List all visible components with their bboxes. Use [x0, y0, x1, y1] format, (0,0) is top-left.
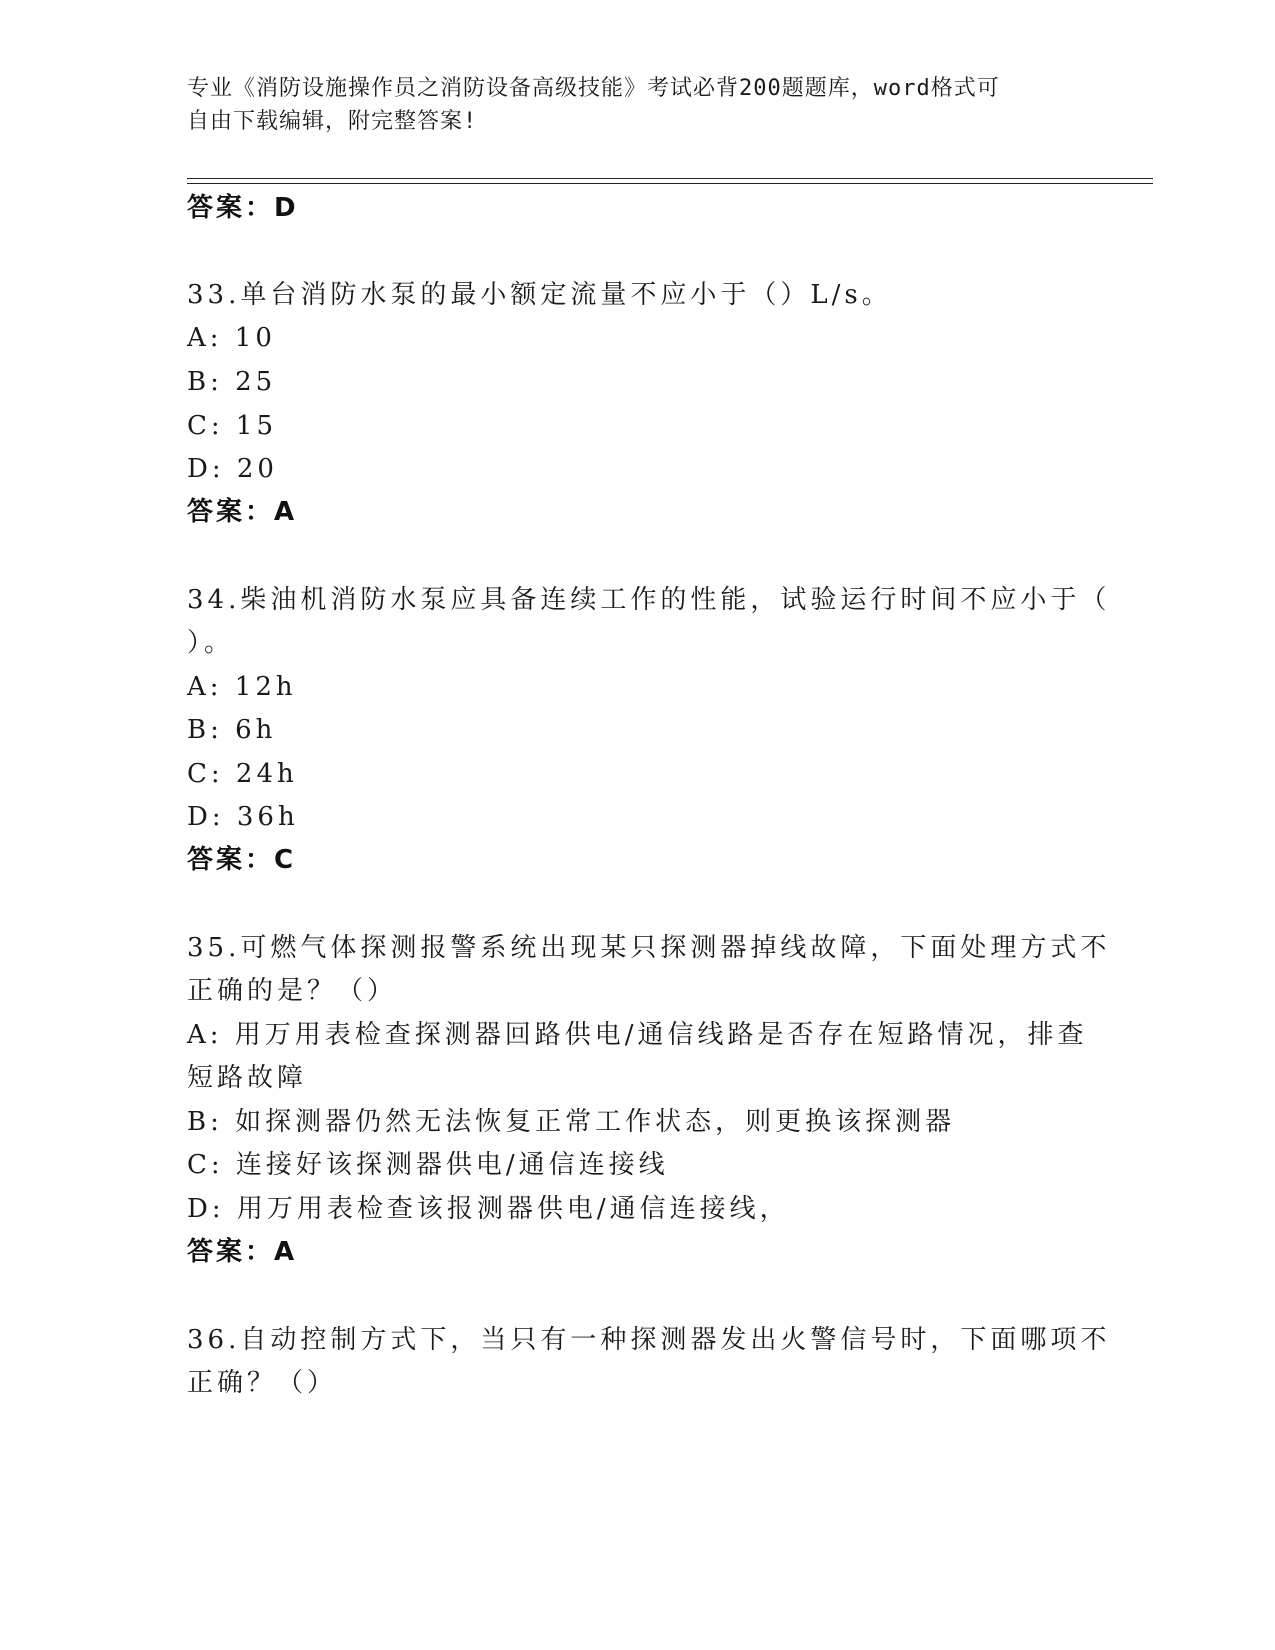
question-35-option-a: A: 用万用表检查探测器回路供电/通信线路是否存在短路情况，排查	[187, 1020, 1088, 1050]
question-34-option-c: C: 24h	[187, 759, 298, 789]
header-line-1: 专业《消防设施操作员之消防设备高级技能》考试必背200题题库，word格式可	[187, 76, 1000, 101]
question-34-answer: 答案：C	[187, 845, 297, 875]
question-33-option-c: C: 15	[187, 411, 278, 441]
question-34-stem-line-1: 34.柴油机消防水泵应具备连续工作的性能，试验运行时间不应小于（	[187, 585, 1111, 615]
question-34-option-d: D: 36h	[187, 802, 299, 832]
question-36-stem-line-2: 正确？（）	[187, 1368, 338, 1398]
question-35-answer: 答案：A	[187, 1237, 298, 1267]
question-33-option-a: A: 10	[187, 323, 276, 353]
document-header	[187, 72, 1067, 138]
question-35-option-b: B: 如探测器仍然无法恢复正常工作状态，则更换该探测器	[187, 1107, 956, 1137]
header-divider-top	[187, 178, 1153, 179]
question-34-option-a: A: 12h	[187, 672, 297, 702]
header-line-2: 自由下载编辑，附完整答案!	[187, 109, 478, 134]
question-33-stem: 33.单台消防水泵的最小额定流量不应小于（）L/s。	[187, 280, 892, 310]
question-35-option-c: C: 连接好该探测器供电/通信连接线	[187, 1150, 669, 1180]
header-divider-bottom	[187, 183, 1153, 184]
answer-line: 答案：D	[187, 193, 299, 223]
question-34-option-b: B: 6h	[187, 715, 277, 745]
question-35-option-d: D: 用万用表检查该报测器供电/通信连接线，	[187, 1194, 790, 1224]
question-34-stem-line-2: ）。	[187, 628, 235, 658]
question-35-stem-line-2: 正确的是？（）	[187, 976, 398, 1006]
question-33-option-b: B: 25	[187, 367, 277, 397]
question-35-option-a-continued: 短路故障	[187, 1063, 308, 1093]
question-35-stem-line-1: 35.可燃气体探测报警系统出现某只探测器掉线故障，下面处理方式不	[187, 933, 1111, 963]
question-33-answer: 答案：A	[187, 497, 298, 527]
question-33-option-d: D: 20	[187, 454, 278, 484]
question-36-stem-line-1: 36.自动控制方式下，当只有一种探测器发出火警信号时，下面哪项不	[187, 1325, 1111, 1355]
